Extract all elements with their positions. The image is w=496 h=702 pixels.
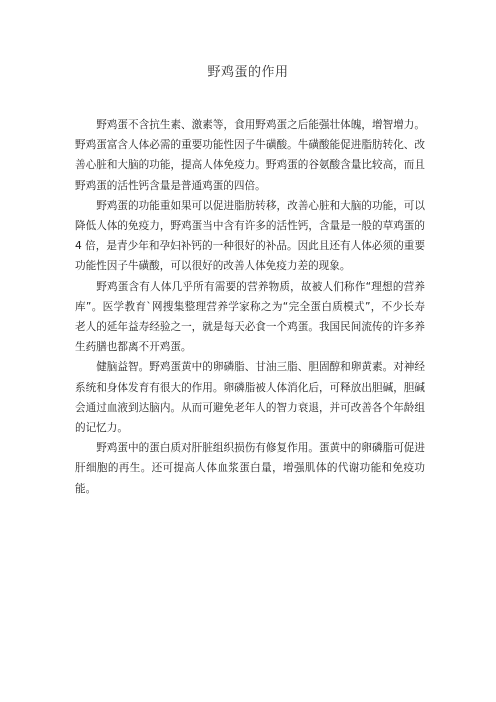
paragraph-2: 野鸡蛋的功能重如果可以促进脂肪转移，改善心脏和大脑的功能，可以降低人体的免疫力，野鸡蛋当中含有许多的活性钙，含量是一般的草鸡蛋的 4 倍，是青少年和孕妇补钙的一种很好的补品。因此且还有人体必须的重要功能性因子牛磺酸，可以很好的改善人体免疫力差的现象。 xyxy=(75,199,425,273)
paragraph-5: 野鸡蛋中的蛋白质对肝脏组织损伤有修复作用。蛋黄中的卵磷脂可促进肝细胞的再生。还可提高人体血浆蛋白量，增强肌体的代谢功能和免疫功能。 xyxy=(75,442,425,495)
document-body xyxy=(75,115,425,499)
paragraph-1: 野鸡蛋不含抗生素、激素等，食用野鸡蛋之后能强壮体魄，增智增力。野鸡蛋富含人体必需的重要功能性因子牛磺酸。牛磺酸能促进脂肪转化、改善心脏和大脑的功能，提高人体免疫力。野鸡蛋的谷氨酸含量比较高，而且野鸡蛋的活性钙含量是普通鸡蛋的四倍。 xyxy=(75,119,425,192)
paragraph-4: 健脑益智。野鸡蛋黄中的卵磷脂、甘油三脂、胆固醇和卵黄素。对神经系统和身体发育有很大的作用。卵磷脂被人体消化后，可释放出胆碱，胆碱会通过血液到达脑内。从而可避免老年人的智力衰退，并可改善各个年龄组的记忆力。 xyxy=(75,361,425,435)
paragraph-3: 野鸡蛋含有人体几乎所有需要的营养物质，故被人们称作“理想的营养库”。医学教育`网搜集整理营养学家称之为“完全蛋白质模式”，不少长寿老人的延年益寿经验之一，就是每天必食一个鸡蛋。我国民间流传的许多养生药膳也都离不开鸡蛋。 xyxy=(75,280,425,354)
document-title: 野鸡蛋的作用 xyxy=(207,65,289,80)
